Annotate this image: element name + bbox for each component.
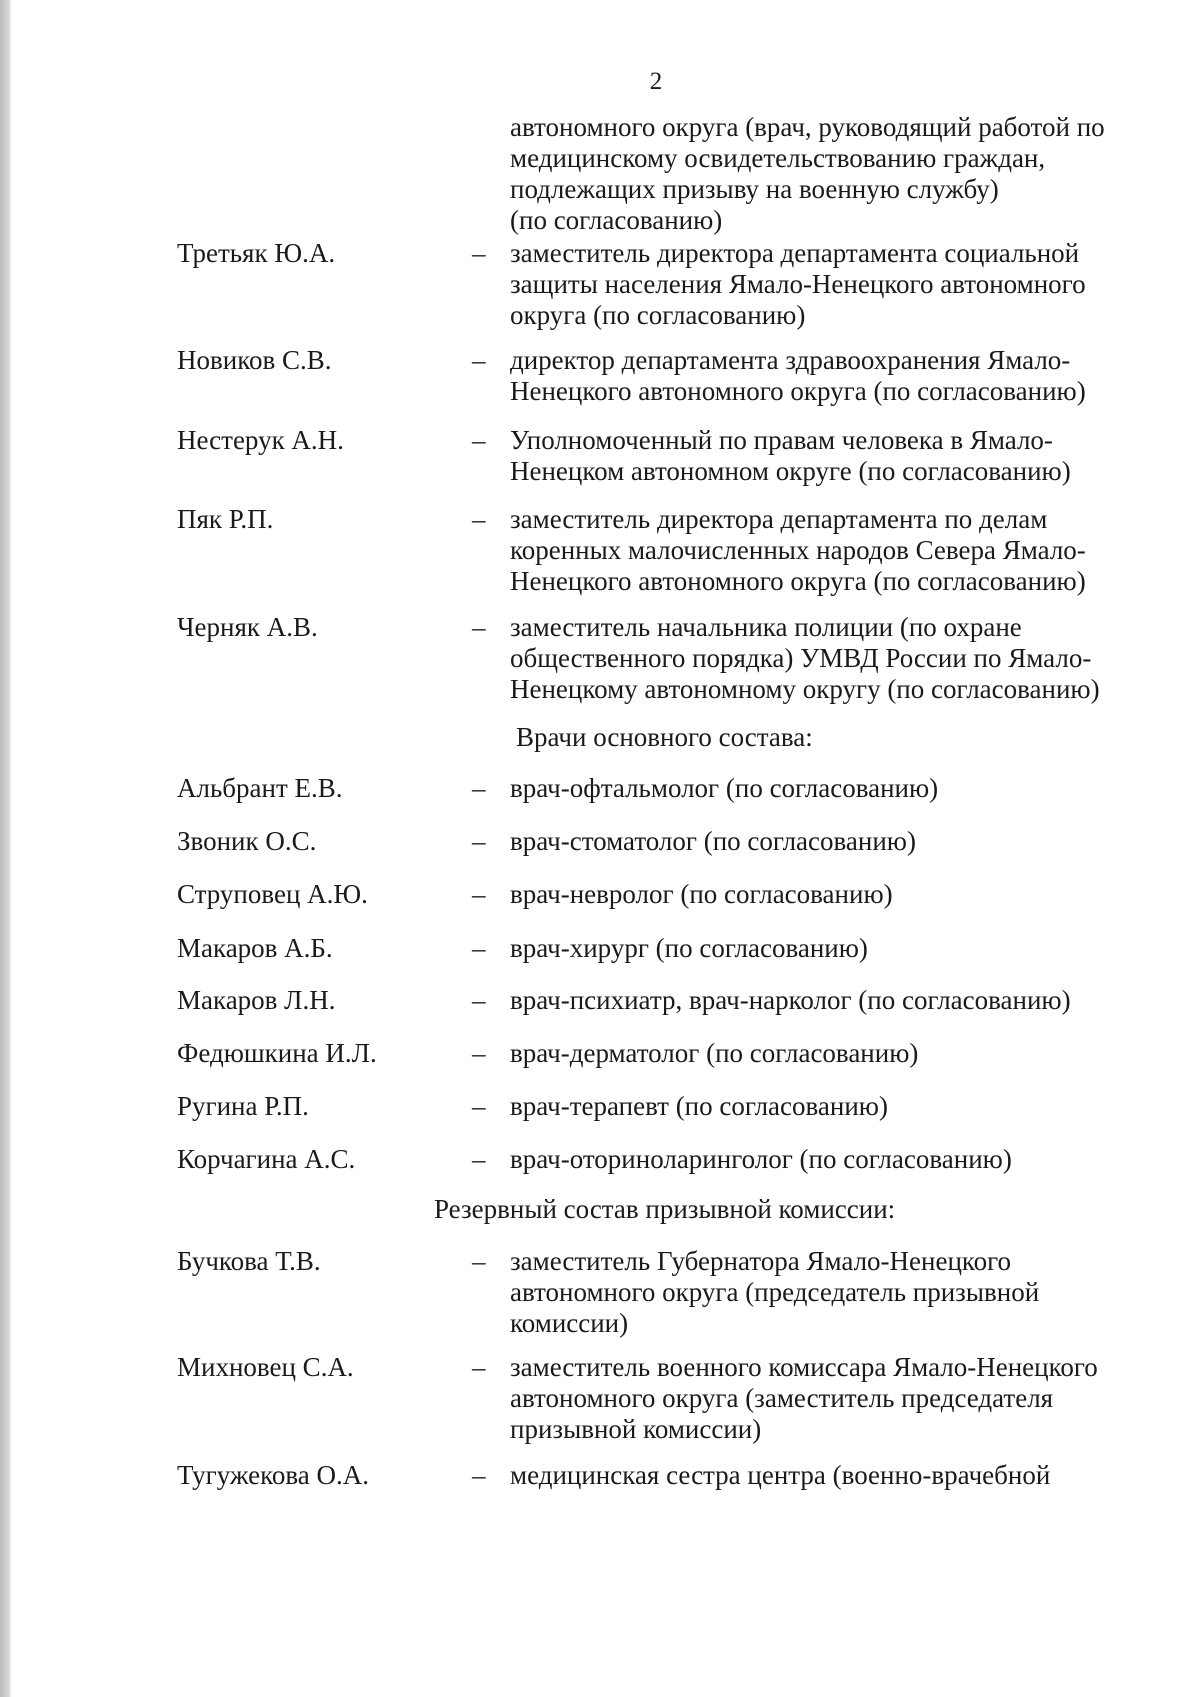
- doctors-heading: Врачи основного состава:: [516, 722, 813, 752]
- position-line: призывной комиссии): [510, 1414, 762, 1444]
- doctor-specialty: [510, 985, 1180, 1016]
- dash: –: [472, 612, 486, 642]
- doctor-specialty: [510, 1091, 1180, 1122]
- position-line: комиссии): [510, 1308, 629, 1338]
- position-line: заместитель военного комиссара Ямало-Ненецкого: [510, 1352, 1098, 1382]
- member-position: [510, 612, 1180, 705]
- dash: –: [472, 238, 486, 268]
- member-name: Пяк Р.П.: [177, 504, 274, 534]
- reserve-name: Бучкова Т.В.: [177, 1246, 321, 1276]
- doctor-name: Звоник О.С.: [177, 826, 317, 856]
- member-name: Нестерук А.Н.: [177, 425, 344, 455]
- dash: –: [472, 1038, 486, 1068]
- dash: –: [472, 1144, 486, 1174]
- member-position: [510, 425, 1180, 487]
- dash: –: [472, 1460, 486, 1490]
- reserve-position: [510, 1352, 1180, 1445]
- position-line: защиты населения Ямало-Ненецкого автономного: [510, 269, 1086, 299]
- position-line: заместитель директора департамента по делам: [510, 504, 1048, 534]
- member-position: [510, 238, 1180, 331]
- reserve-heading: Резервный состав призывной комиссии:: [434, 1194, 896, 1224]
- doctor-specialty: [510, 1144, 1180, 1175]
- intro-continuation: [510, 112, 1170, 236]
- member-position: [510, 345, 1180, 407]
- position-line: врач-терапевт (по согласованию): [510, 1091, 888, 1121]
- document-page: [12, 0, 1200, 1697]
- position-line: врач-невролог (по согласованию): [510, 879, 893, 909]
- member-name: Третьяк Ю.А.: [177, 238, 336, 268]
- doctor-name: Макаров А.Б.: [177, 933, 333, 963]
- scan-edge: [0, 0, 10, 1697]
- doctor-specialty: [510, 879, 1180, 910]
- dash: –: [472, 826, 486, 856]
- intro-line: подлежащих призыву на военную службу): [510, 174, 999, 204]
- doctor-name: Ругина Р.П.: [177, 1091, 309, 1121]
- page-number: 2: [649, 68, 663, 95]
- doctor-specialty: [510, 773, 1180, 804]
- position-line: Ненецкого автономного округа (по согласованию): [510, 376, 1086, 406]
- dash: –: [472, 1246, 486, 1276]
- dash: –: [472, 425, 486, 455]
- position-line: Ненецкого автономного округа (по согласованию): [510, 566, 1086, 596]
- position-line: заместитель директора департамента социальной: [510, 238, 1080, 268]
- reserve-position: [510, 1460, 1180, 1491]
- dash: –: [472, 345, 486, 375]
- dash: –: [472, 773, 486, 803]
- doctor-specialty: [510, 933, 1180, 964]
- doctor-name: Федюшкина И.Л.: [177, 1038, 377, 1068]
- position-line: врач-офтальмолог (по согласованию): [510, 773, 939, 803]
- position-line: Ненецкому автономному округу (по согласованию): [510, 674, 1100, 704]
- position-line: заместитель Губернатора Ямало-Ненецкого: [510, 1246, 1012, 1276]
- position-line: общественного порядка) УМВД России по Ямало-: [510, 643, 1092, 673]
- position-line: автономного округа (заместитель председателя: [510, 1383, 1054, 1413]
- dash: –: [472, 1091, 486, 1121]
- intro-line: (по согласованию): [510, 205, 723, 235]
- intro-line: медицинскому освидетельствованию граждан,: [510, 143, 1046, 173]
- dash: –: [472, 1352, 486, 1382]
- intro-line: автономного округа (врач, руководящий работой по: [510, 112, 1105, 142]
- dash: –: [472, 504, 486, 534]
- doctor-specialty: [510, 826, 1180, 857]
- position-line: врач-стоматолог (по согласованию): [510, 826, 916, 856]
- position-line: Ненецком автономном округе (по согласованию): [510, 456, 1071, 486]
- reserve-name: Тугужекова О.А.: [177, 1460, 370, 1490]
- doctor-name: Струповец А.Ю.: [177, 879, 368, 909]
- position-line: коренных малочисленных народов Севера Ямало-: [510, 535, 1086, 565]
- doctor-specialty: [510, 1038, 1180, 1069]
- doctor-name: Альбрант Е.В.: [177, 773, 343, 803]
- position-line: округа (по согласованию): [510, 300, 806, 330]
- dash: –: [472, 933, 486, 963]
- dash: –: [472, 985, 486, 1015]
- position-line: врач-психиатр, врач-нарколог (по согласованию): [510, 985, 1071, 1015]
- doctor-name: Корчагина А.С.: [177, 1144, 356, 1174]
- member-name: Черняк А.В.: [177, 612, 318, 642]
- position-line: директор департамента здравоохранения Ямало-: [510, 345, 1071, 375]
- position-line: врач-дерматолог (по согласованию): [510, 1038, 919, 1068]
- member-name: Новиков С.В.: [177, 345, 332, 375]
- position-line: автономного округа (председатель призывной: [510, 1277, 1040, 1307]
- doctor-name: Макаров Л.Н.: [177, 985, 336, 1015]
- position-line: врач-оториноларинголог (по согласованию): [510, 1144, 1012, 1174]
- reserve-position: [510, 1246, 1180, 1339]
- dash: –: [472, 879, 486, 909]
- position-line: медицинская сестра центра (военно-врачебной: [510, 1460, 1051, 1490]
- reserve-name: Михновец С.А.: [177, 1352, 354, 1382]
- position-line: заместитель начальника полиции (по охране: [510, 612, 1022, 642]
- position-line: Уполномоченный по правам человека в Ямало-: [510, 425, 1053, 455]
- member-position: [510, 504, 1180, 597]
- position-line: врач-хирург (по согласованию): [510, 933, 868, 963]
